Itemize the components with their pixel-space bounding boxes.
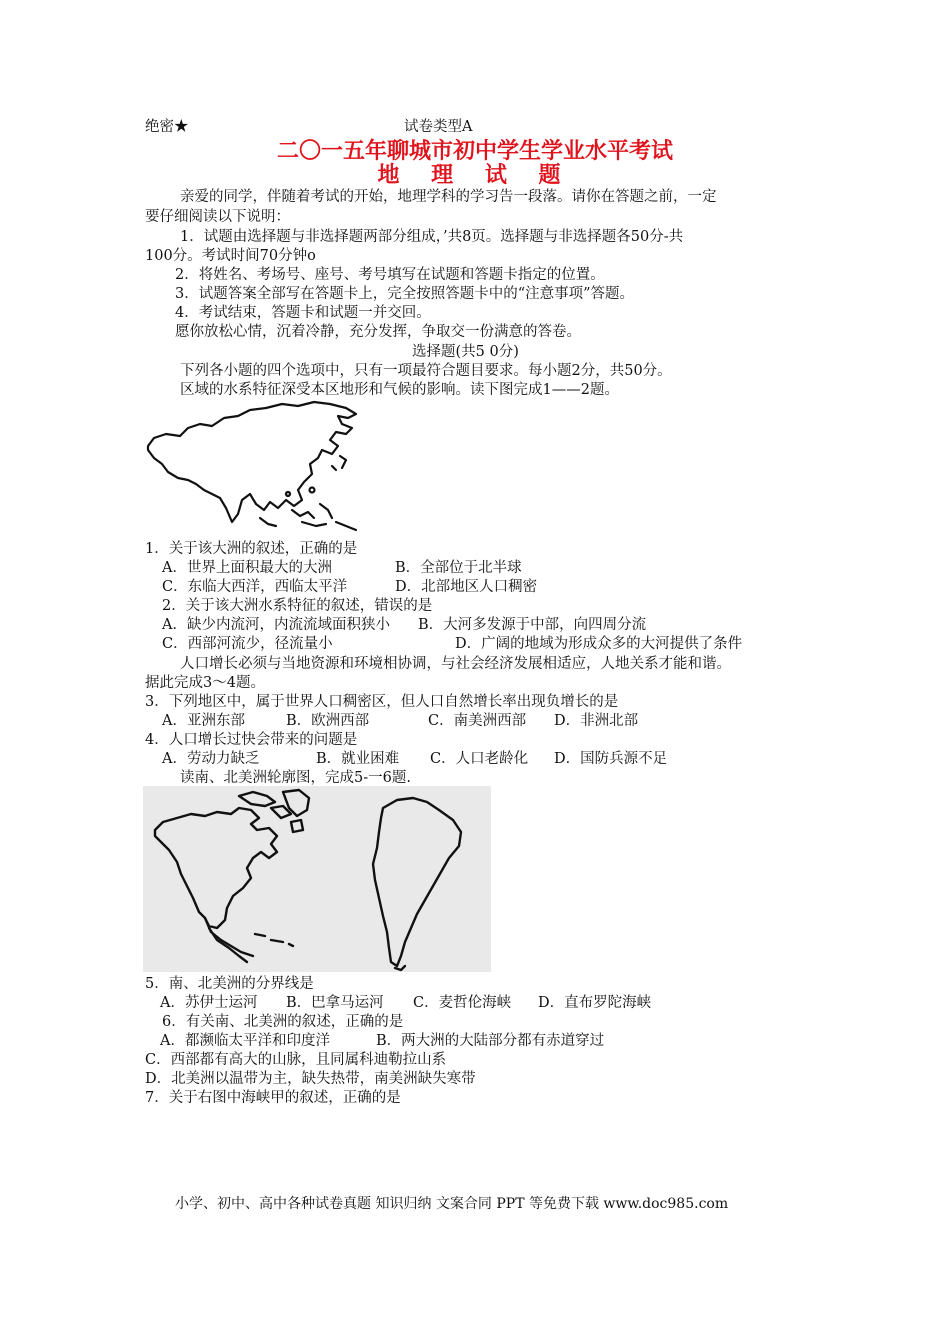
- q6-option-d: D．北美洲以温带为主，缺失热带，南美洲缺失寒带: [145, 1071, 476, 1087]
- q1-option-b: B．全部位于北半球: [395, 560, 522, 576]
- instruction-4: 4．考试结束，答题卡和试题一并交回。: [175, 305, 431, 321]
- q5-option-b: B．巴拿马运河: [286, 995, 384, 1011]
- q5-option-c: C．麦哲伦海峡: [413, 995, 512, 1011]
- q4-option-d: D．国防兵源不足: [554, 751, 668, 767]
- americas-outline-map: [143, 786, 491, 972]
- question-5: 5．南、北美洲的分界线是: [145, 976, 314, 992]
- q2-option-b: B．大河多发源于中部，向四周分流: [418, 617, 647, 633]
- asia-outline-map: [142, 398, 362, 540]
- lead-q1-2: 区域的水系特征深受本区地形和气候的影响。读下图完成1——2题。: [180, 382, 619, 398]
- question-7: 7．关于右图中海峡甲的叙述，正确的是: [145, 1090, 401, 1106]
- question-4: 4．人口增长过快会带来的问题是: [145, 732, 358, 748]
- exam-subtitle: 地 理 试 题: [377, 162, 573, 188]
- question-3: 3．下列地区中，属于世界人口稠密区，但人口自然增长率出现负增长的是: [145, 694, 619, 710]
- q4-option-b: B．就业困难: [316, 751, 400, 767]
- q1-option-d: D．北部地区人口稠密: [395, 579, 538, 595]
- secret-mark: 绝密★: [145, 119, 189, 135]
- q6-option-a: A．都濒临太平洋和印度洋: [160, 1033, 330, 1049]
- q3-option-b: B．欧洲西部: [286, 713, 370, 729]
- paper-type: 试卷类型A: [404, 119, 473, 135]
- exam-title: 二〇一五年聊城市初中学生学业水平考试: [276, 138, 673, 164]
- intro-line: 亲爱的同学，伴随着考试的开始，地理学科的学习告一段落。请你在答题之前，一定: [180, 189, 717, 205]
- q3-option-d: D．非洲北部: [554, 713, 639, 729]
- q2-option-d: D．广阔的地域为形成众多的大河提供了条件: [455, 636, 743, 652]
- question-6: 6．有关南、北美洲的叙述，正确的是: [162, 1014, 404, 1030]
- question-2: 2．关于该大洲水系特征的叙述，错误的是: [162, 598, 433, 614]
- q6-option-b: B．两大洲的大陆部分都有赤道穿过: [376, 1033, 605, 1049]
- wish-line: 愿你放松心情，沉着冷静，充分发挥，争取交一份满意的答卷。: [175, 324, 581, 340]
- q3-option-a: A．亚洲东部: [162, 713, 245, 729]
- q3-option-c: C．南美洲西部: [428, 713, 527, 729]
- q5-option-d: D．直布罗陀海峡: [538, 995, 652, 1011]
- q6-option-c: C．西部都有高大的山脉，且同属科迪勒拉山系: [145, 1052, 447, 1068]
- lead-q3-4: 人口增长必须与当地资源和环境相协调，与社会经济发展相适应，人地关系才能和谐。: [180, 656, 731, 672]
- instruction-3: 3．试题答案全部写在答题卡上，完全按照答题卡中的“注意事项”答题。: [175, 286, 635, 302]
- instruction-1-cont: 100分。考试时间70分钟o: [145, 248, 316, 264]
- q4-option-c: C．人口老龄化: [430, 751, 529, 767]
- section-heading: 选择题(共5 0分): [412, 344, 519, 360]
- q2-option-c: C．西部河流少，径流量小: [162, 636, 333, 652]
- q4-option-a: A．劳动力缺乏: [162, 751, 260, 767]
- lead-q3-4-cont: 据此完成3～4题。: [145, 675, 265, 691]
- q1-option-c: C．东临大西洋，西临太平洋: [162, 579, 348, 595]
- section-instruction: 下列各小题的四个选项中，只有一项最符合题目要求。每小题2分，共50分。: [180, 363, 672, 379]
- question-1: 1．关于该大洲的叙述，正确的是: [145, 541, 358, 557]
- q5-option-a: A．苏伊士运河: [160, 995, 258, 1011]
- q2-option-a: A．缺少内流河，内流流域面积狭小: [162, 617, 390, 633]
- instruction-1: 1．试题由选择题与非选择题两部分组成，’共8页。选择题与非选择题各50分-共: [180, 229, 684, 245]
- footer-text: 小学、初中、高中各种试卷真题 知识归纳 文案合同 PPT 等免费下载 www.doc985.com: [175, 1196, 729, 1212]
- q1-option-a: A．世界上面积最大的大洲: [162, 560, 332, 576]
- lead-q5-6: 读南、北美洲轮廓图，完成5-一6题.: [180, 770, 411, 786]
- intro-line: 要仔细阅读以下说明：: [145, 209, 290, 225]
- instruction-2: 2．将姓名、考场号、座号、考号填写在试题和答题卡指定的位置。: [175, 267, 605, 283]
